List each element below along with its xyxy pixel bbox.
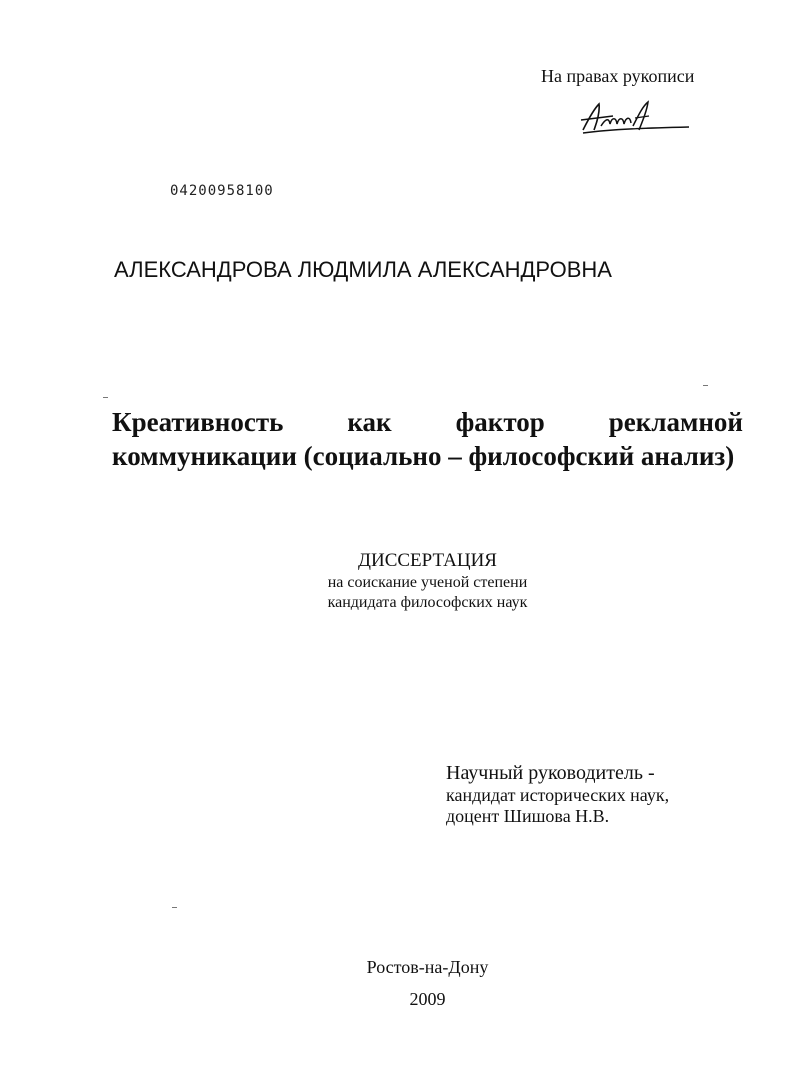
manuscript-rights-note: На правах рукописи: [541, 66, 695, 86]
degree-line-1: на соискание ученой степени: [327, 574, 528, 591]
advisor-role: Научный руководитель -: [446, 762, 655, 784]
title-word: фактор: [455, 407, 545, 437]
advisor-degree: кандидат исторических наук,: [446, 785, 670, 805]
city: Ростов-на-Дону: [366, 957, 489, 977]
dissertation-title: [112, 405, 743, 473]
advisor-name: доцент Шишова Н.В.: [446, 806, 610, 826]
degree-line-2: кандидата философских наук: [327, 594, 528, 611]
scan-speck: [172, 907, 177, 908]
scan-speck: [103, 397, 108, 398]
degree-block: [0, 549, 795, 613]
scan-speck: [703, 385, 708, 386]
title-line-1: [112, 405, 743, 439]
title-word: как: [347, 407, 392, 437]
document-type: ДИССЕРТАЦИЯ: [358, 550, 497, 571]
title-word: рекламной: [608, 407, 743, 437]
title-word: Креативность: [112, 407, 284, 437]
title-line-2: коммуникации (социально – философский анализ): [112, 441, 735, 471]
author-name: АЛЕКСАНДРОВА ЛЮДМИЛА АЛЕКСАНДРОВНА: [114, 257, 612, 282]
registry-number: 04200958100: [170, 183, 274, 199]
year: 2009: [409, 989, 446, 1009]
author-signature: [573, 96, 693, 138]
advisor-block: [446, 761, 669, 827]
footer: [0, 955, 795, 1011]
